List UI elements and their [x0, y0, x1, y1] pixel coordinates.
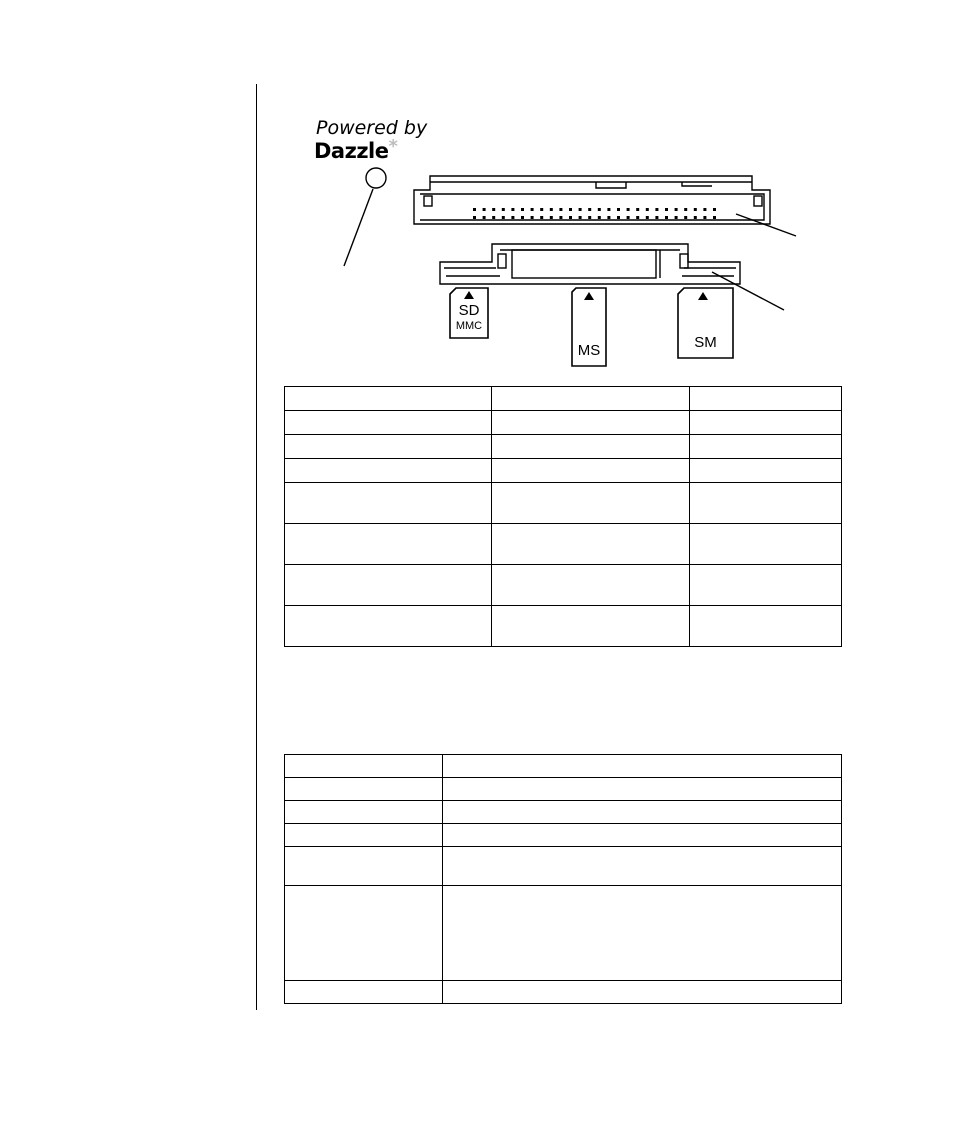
drive-connector	[414, 176, 770, 224]
mmc-label: MMC	[455, 320, 483, 332]
connector-pin	[607, 208, 610, 211]
table-row	[285, 411, 842, 435]
table-cell	[285, 483, 492, 524]
table-cell	[492, 387, 690, 411]
table-cell	[492, 606, 690, 647]
table-cell	[492, 565, 690, 606]
connector-pin	[521, 208, 524, 211]
table-cell	[492, 411, 690, 435]
connector-pin	[655, 208, 658, 211]
table-cell	[285, 435, 492, 459]
specifications-table	[284, 754, 842, 1004]
connector-pin	[713, 208, 716, 211]
connector-pin	[502, 216, 505, 219]
dazzle-wordmark: Dazzle	[314, 139, 389, 163]
table-cell	[443, 886, 842, 981]
table-cell	[443, 801, 842, 824]
connector-pin	[713, 216, 716, 219]
connector-pin	[607, 216, 610, 219]
connector-pin	[473, 208, 476, 211]
table-cell	[443, 847, 842, 886]
connector-pin	[636, 216, 639, 219]
table-row	[285, 801, 842, 824]
table-cell	[285, 606, 492, 647]
connector-pin	[617, 208, 620, 211]
connector-pin	[502, 208, 505, 211]
connector-pins	[473, 208, 716, 219]
connector-pin	[588, 208, 591, 211]
connector-pin	[492, 216, 495, 219]
table-cell	[285, 459, 492, 483]
connector-pin	[559, 208, 562, 211]
connector-pin	[694, 208, 697, 211]
connector-pin	[598, 208, 601, 211]
connector-pin	[598, 216, 601, 219]
connector-pin	[655, 216, 658, 219]
connector-pin	[550, 216, 553, 219]
table-row	[285, 981, 842, 1004]
sd-label: SD	[458, 302, 480, 319]
activity-led-icon	[366, 168, 386, 188]
table-cell	[285, 411, 492, 435]
table-row	[285, 483, 842, 524]
table-cell	[443, 981, 842, 1004]
table-cell	[690, 606, 842, 647]
connector-leader-line	[736, 214, 796, 236]
connector-pin	[703, 216, 706, 219]
connector-pin	[521, 216, 524, 219]
connector-pin	[511, 216, 514, 219]
table-cell	[285, 755, 443, 778]
table-cell	[690, 435, 842, 459]
connector-pin	[569, 208, 572, 211]
table-cell	[492, 524, 690, 565]
table-row	[285, 459, 842, 483]
table-row	[285, 847, 842, 886]
connector-pin	[550, 208, 553, 211]
table-cell	[690, 565, 842, 606]
connector-pin	[588, 216, 591, 219]
connector-pin	[703, 208, 706, 211]
connector-pin	[540, 216, 543, 219]
powered-by-text: Powered by	[316, 117, 428, 139]
connector-pin	[684, 216, 687, 219]
card-slot-assembly	[440, 244, 740, 284]
connector-pin	[473, 216, 476, 219]
table-cell	[492, 459, 690, 483]
table-cell	[690, 411, 842, 435]
table-row	[285, 606, 842, 647]
connector-pin	[579, 216, 582, 219]
table-cell	[285, 524, 492, 565]
connector-pin	[483, 216, 486, 219]
table-row	[285, 778, 842, 801]
table-row	[285, 755, 842, 778]
connector-pin	[627, 216, 630, 219]
connector-pin	[684, 208, 687, 211]
sm-label: SM	[694, 334, 717, 351]
connector-pin	[694, 216, 697, 219]
table-cell	[285, 801, 443, 824]
connector-pin	[646, 216, 649, 219]
table-cell	[443, 755, 842, 778]
led-leader-line	[344, 189, 373, 266]
card-compatibility-table	[284, 386, 842, 647]
connector-pin	[665, 208, 668, 211]
table-cell	[285, 886, 443, 981]
table-row	[285, 387, 842, 411]
connector-pin	[511, 208, 514, 211]
connector-pin	[540, 208, 543, 211]
table-cell	[285, 778, 443, 801]
table-cell	[443, 778, 842, 801]
table-cell	[443, 824, 842, 847]
table-cell	[690, 483, 842, 524]
table-row	[285, 435, 842, 459]
dazzle-star-icon: *	[388, 136, 398, 157]
connector-pin	[579, 208, 582, 211]
table-cell	[690, 387, 842, 411]
connector-pin	[675, 208, 678, 211]
ms-orientation-triangle-icon	[584, 292, 594, 300]
connector-pin	[559, 216, 562, 219]
slot-leader-line	[712, 272, 784, 310]
table-cell	[492, 483, 690, 524]
connector-pin	[675, 216, 678, 219]
table-row	[285, 524, 842, 565]
table-row	[285, 565, 842, 606]
connector-pin	[617, 216, 620, 219]
table-row	[285, 824, 842, 847]
table-cell	[690, 524, 842, 565]
connector-pin	[636, 208, 639, 211]
connector-pin	[483, 208, 486, 211]
sd-orientation-triangle-icon	[464, 291, 474, 299]
connector-pin	[531, 216, 534, 219]
connector-pin	[646, 208, 649, 211]
connector-pin	[531, 208, 534, 211]
table-cell	[285, 981, 443, 1004]
table-cell	[690, 459, 842, 483]
table-row	[285, 886, 842, 981]
table-cell	[492, 435, 690, 459]
connector-pin	[492, 208, 495, 211]
table-cell	[285, 565, 492, 606]
table-cell	[285, 387, 492, 411]
ms-label: MS	[577, 342, 601, 359]
table-cell	[285, 824, 443, 847]
sm-orientation-triangle-icon	[698, 292, 708, 300]
connector-pin	[569, 216, 572, 219]
connector-pin	[627, 208, 630, 211]
connector-pin	[665, 216, 668, 219]
table-cell	[285, 847, 443, 886]
